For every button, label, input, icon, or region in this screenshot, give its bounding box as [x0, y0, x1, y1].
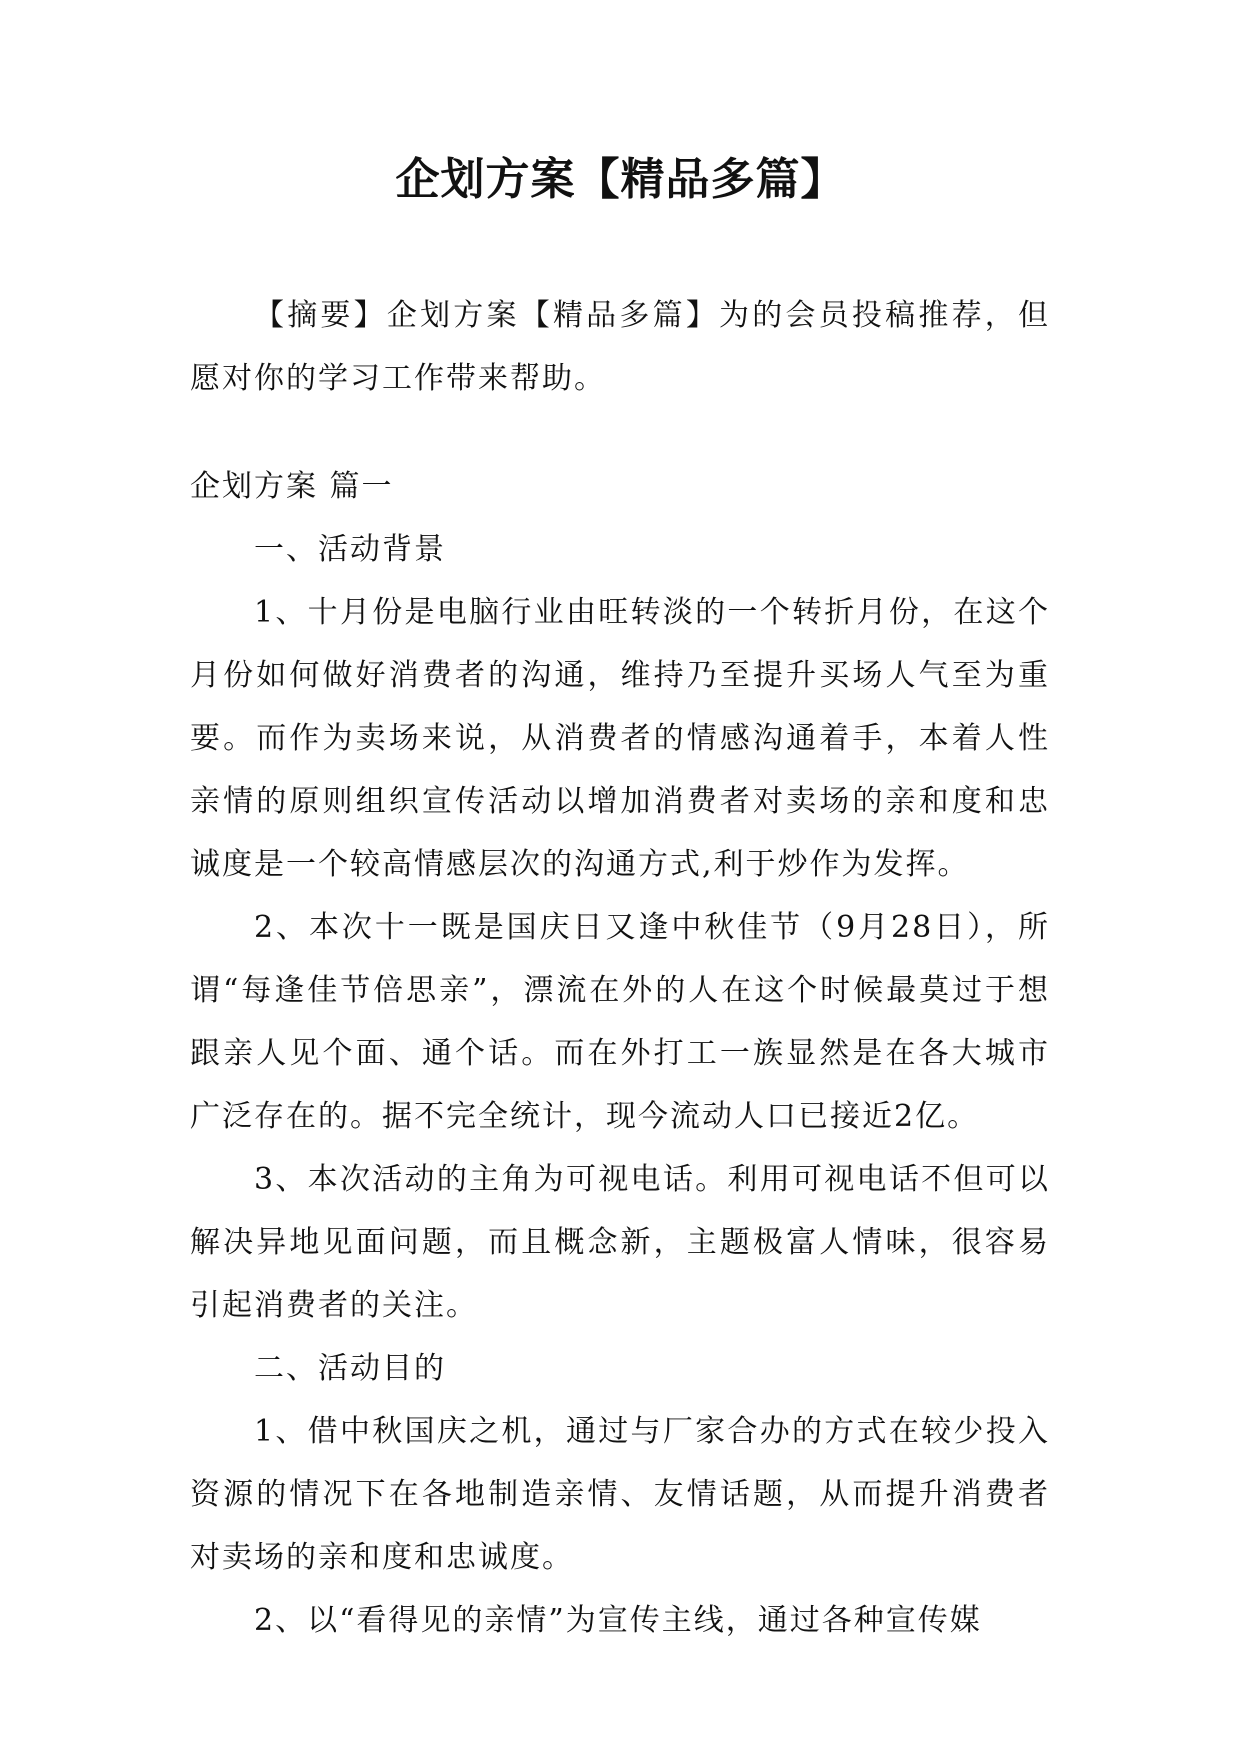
paragraph-purpose-2: 2、以“看得见的亲情”为宣传主线，通过各种宣传媒	[254, 1603, 982, 1638]
paragraph-background-3: 3、本次活动的主角为可视电话。利用可视电话不但可以解决异地见面问题，而且概念新，主题极富人情味，很容易引起消费者的关注。	[190, 1162, 1050, 1323]
heading-activity-background: 一、活动背景	[254, 532, 446, 567]
summary-paragraph: 【摘要】企划方案【精品多篇】为的会员投稿推荐，但愿对你的学习工作带来帮助。	[190, 298, 1050, 396]
summary-block	[190, 284, 1050, 410]
paragraph-background-1: 1、十月份是电脑行业由旺转淡的一个转折月份，在这个月份如何做好消费者的沟通，维持乃至提升买场人气至为重要。而作为卖场来说，从消费者的情感沟通着手，本着人性亲情的原则组织宣传活动以增加消费者对卖场的亲和度和忠诚度是一个较高情感层次的沟通方式,利于炒作为发挥。	[190, 595, 1050, 882]
section-title: 企划方案 篇一	[190, 469, 394, 504]
document-title: 企划方案【精品多篇】	[395, 154, 846, 205]
document-body	[190, 455, 1050, 1652]
heading-activity-purpose: 二、活动目的	[254, 1351, 446, 1386]
paragraph-background-2: 2、本次十一既是国庆日又逢中秋佳节（9月28日），所谓“每逢佳节倍思亲”，漂流在外的人在这个时候最莫过于想跟亲人见个面、通个话。而在外打工一族显然是在各大城市广泛存在的。据不完全统计，现今流动人口已接近2亿。	[190, 910, 1050, 1134]
paragraph-purpose-1: 1、借中秋国庆之机，通过与厂家合办的方式在较少投入资源的情况下在各地制造亲情、友情话题，从而提升消费者对卖场的亲和度和忠诚度。	[190, 1414, 1050, 1575]
